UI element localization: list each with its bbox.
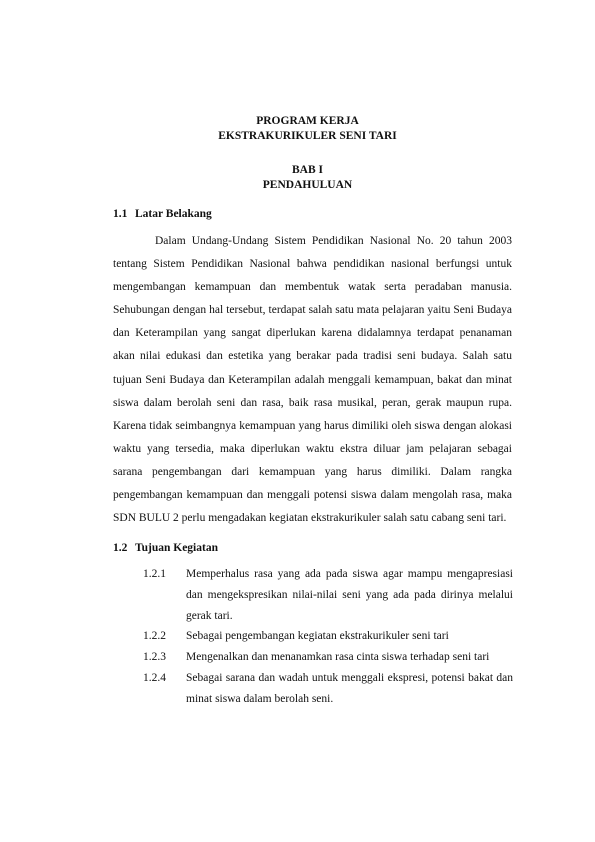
list-item xyxy=(143,564,513,626)
list-item-number: 1.2.1 xyxy=(143,568,166,580)
list-item-number: 1.2.4 xyxy=(143,671,166,684)
list-item-text: Sebagai pengembangan kegiatan ekstrakurikuler seni tari xyxy=(186,630,449,643)
section-heading-tujuan-kegiatan xyxy=(113,541,218,556)
list-item-number: 1.2.2 xyxy=(143,630,166,643)
section-number: 1.1 xyxy=(113,208,128,220)
document-title xyxy=(20,114,595,144)
list-item xyxy=(143,668,513,710)
title-line-2: EKSTRAKURIKULER SENI TARI xyxy=(218,130,397,142)
list-item-number: 1.2.3 xyxy=(143,651,166,664)
objectives-list xyxy=(143,564,513,710)
title-line-1: PROGRAM KERJA xyxy=(256,115,359,127)
section-title: Tujuan Kegiatan xyxy=(135,542,218,554)
chapter-heading xyxy=(20,163,595,193)
list-item xyxy=(143,647,513,668)
section-title: Latar Belakang xyxy=(135,208,212,220)
list-item xyxy=(143,626,513,647)
chapter-number: BAB I xyxy=(292,164,323,176)
list-item-text: Memperhalus rasa yang ada pada siswa agar mampu mengapresiasi dan mengekspresikan nilai-nilai seni yang ada pada dirinya melalui gerak tari. xyxy=(186,568,513,622)
list-item-text: Mengenalkan dan menanamkan rasa cinta siswa terhadap seni tari xyxy=(186,651,490,664)
section-number: 1.2 xyxy=(113,542,128,554)
background-paragraph: Dalam Undang-Undang Sistem Pendidikan Nasional No. 20 tahun 2003 tentang Sistem Pendidikan Nasional bahwa pendidikan nasional berfungsi untuk mengembangan kemampuan dan membentuk watak serta peradaban manusia. Sehubungan dengan hal tersebut, terdapat salah satu mata pelajaran yaitu Seni Budaya dan Keterampilan yang sangat diperlukan karena didalamnya terdapat penanaman akan nilai edukasi dan estetika yang berakar pada tradisi seni budaya. Salah satu tujuan Seni Budaya dan Keterampilan adalah menggali kemampuan, bakat dan minat siswa dalam berolah seni dan rasa, baik rasa musikal, peran, gerak maupun rupa. Karena tidak seimbangnya kemampuan yang harus dimiliki oleh siswa dengan alokasi waktu yang tersedia, maka diperlukan waktu ekstra diluar jam pelajaran sebagai sarana pengembangan dari kemampuan yang harus dimiliki. Dalam rangka pengembangan kemampuan dan menggali potensi siswa dalam mengolah rasa, maka SDN BULU 2 perlu mengadakan kegiatan ekstrakurikuler salah satu cabang seni tari. xyxy=(113,235,512,525)
chapter-title: PENDAHULUAN xyxy=(262,179,353,191)
section-heading-latar-belakang xyxy=(113,207,212,222)
list-item-text: Sebagai sarana dan wadah untuk menggali ekspresi, potensi bakat dan minat siswa dalam berolah seni. xyxy=(186,671,513,705)
